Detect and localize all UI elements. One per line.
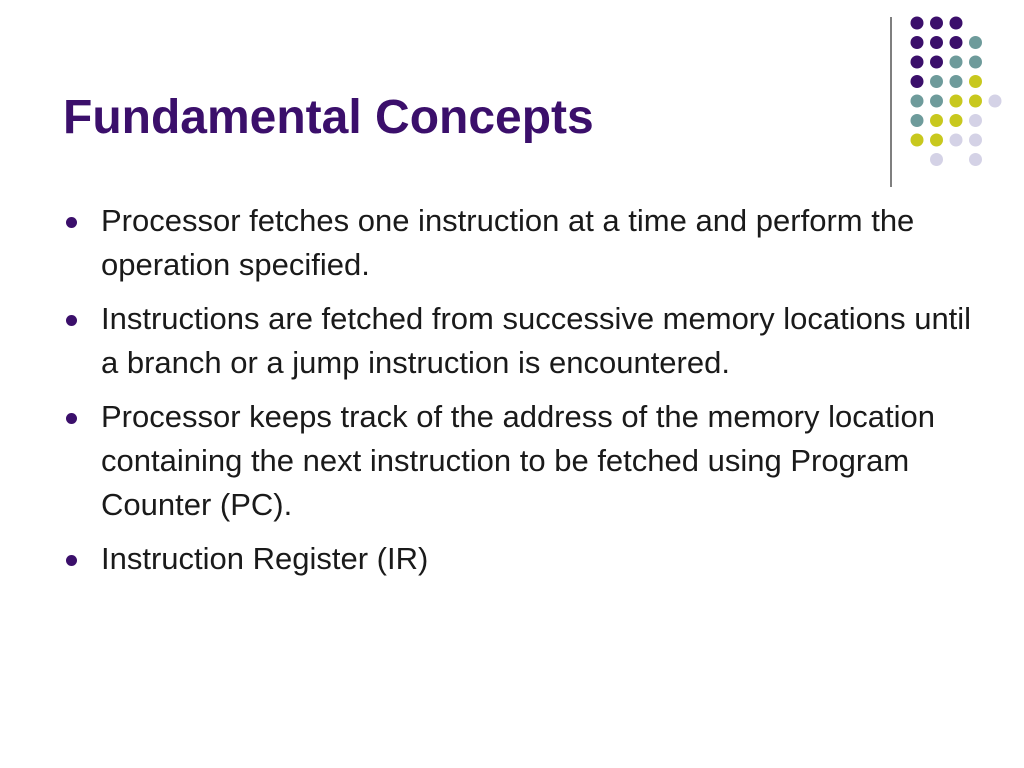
decorative-dot xyxy=(930,75,943,88)
bullet-list xyxy=(63,199,983,591)
bullet-icon xyxy=(66,555,77,566)
decorative-dot xyxy=(969,75,982,88)
decorative-dot xyxy=(950,36,963,49)
decorative-dot xyxy=(969,134,982,147)
decorative-dot xyxy=(950,114,963,127)
bullet-item xyxy=(63,395,983,527)
decorative-dot xyxy=(930,17,943,30)
bullet-text: Processor fetches one instruction at a time and perform the operation specified. xyxy=(101,203,915,282)
bullet-text: Instructions are fetched from successive memory locations until a branch or a jump instruction is encountered. xyxy=(101,301,972,380)
decorative-dot xyxy=(950,95,963,108)
decorative-dot xyxy=(930,56,943,69)
decorative-dot xyxy=(930,95,943,108)
decorative-dot xyxy=(911,75,924,88)
decorative-dot xyxy=(969,95,982,108)
decorative-dot xyxy=(969,56,982,69)
bullet-icon xyxy=(66,413,77,424)
bullet-text: Instruction Register (IR) xyxy=(101,541,429,576)
bullet-item xyxy=(63,537,983,581)
decorative-dot xyxy=(969,36,982,49)
decorative-dot xyxy=(950,134,963,147)
bullet-item xyxy=(63,199,983,287)
decorative-dot xyxy=(911,36,924,49)
decorative-dot xyxy=(950,75,963,88)
decorative-dot xyxy=(911,134,924,147)
decorative-dot xyxy=(950,56,963,69)
decorative-dot xyxy=(911,114,924,127)
bullet-icon xyxy=(66,315,77,326)
decorative-dot xyxy=(911,95,924,108)
bullet-item xyxy=(63,297,983,385)
decorative-dot xyxy=(930,134,943,147)
divider-line xyxy=(890,17,892,187)
decorative-dot xyxy=(969,114,982,127)
bullet-icon xyxy=(66,217,77,228)
decorative-dot xyxy=(930,114,943,127)
decorative-dot xyxy=(930,36,943,49)
decorative-dot xyxy=(911,17,924,30)
decorative-dot xyxy=(989,95,1002,108)
slide-title: Fundamental Concepts xyxy=(63,91,594,144)
decorative-dot xyxy=(969,153,982,166)
decorative-dot xyxy=(950,17,963,30)
decorative-dot xyxy=(911,56,924,69)
bullet-text: Processor keeps track of the address of the memory location containing the next instruction to be fetched using Program Counter (PC). xyxy=(101,399,935,522)
decorative-dot xyxy=(930,153,943,166)
